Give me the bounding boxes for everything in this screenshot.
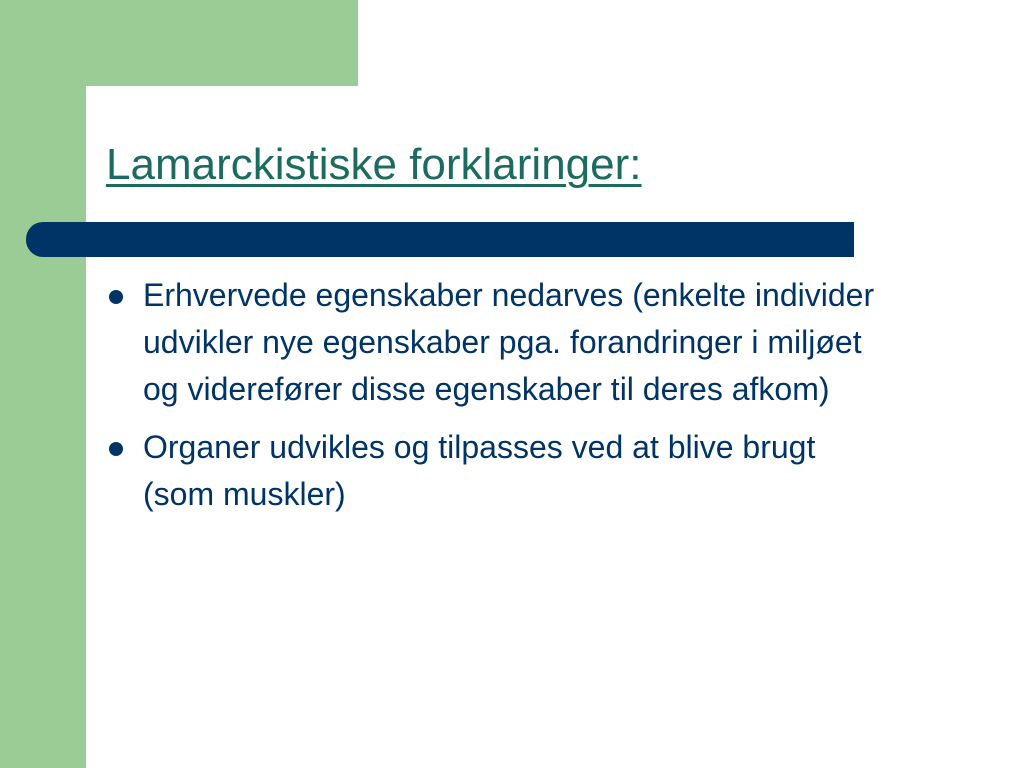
bullet-dot-icon <box>109 290 123 304</box>
bullet-item <box>104 424 894 518</box>
bullet-text: Organer udvikles og tilpasses ved at blive brugt (som muskler) <box>143 429 816 512</box>
green-accent-top <box>0 0 358 86</box>
bullet-dot-icon <box>109 442 123 456</box>
slide-title: Lamarckistiske forklaringer: <box>106 140 642 189</box>
green-accent-left <box>0 0 86 768</box>
bullet-item <box>104 272 894 413</box>
bullet-list <box>104 272 894 529</box>
title-divider-bar <box>26 222 854 257</box>
bullet-text: Erhvervede egenskaber nedarves (enkelte individer udvikler nye egenskaber pga. forandringer i miljøet og viderefører disse egenskaber til deres afkom) <box>143 277 875 407</box>
